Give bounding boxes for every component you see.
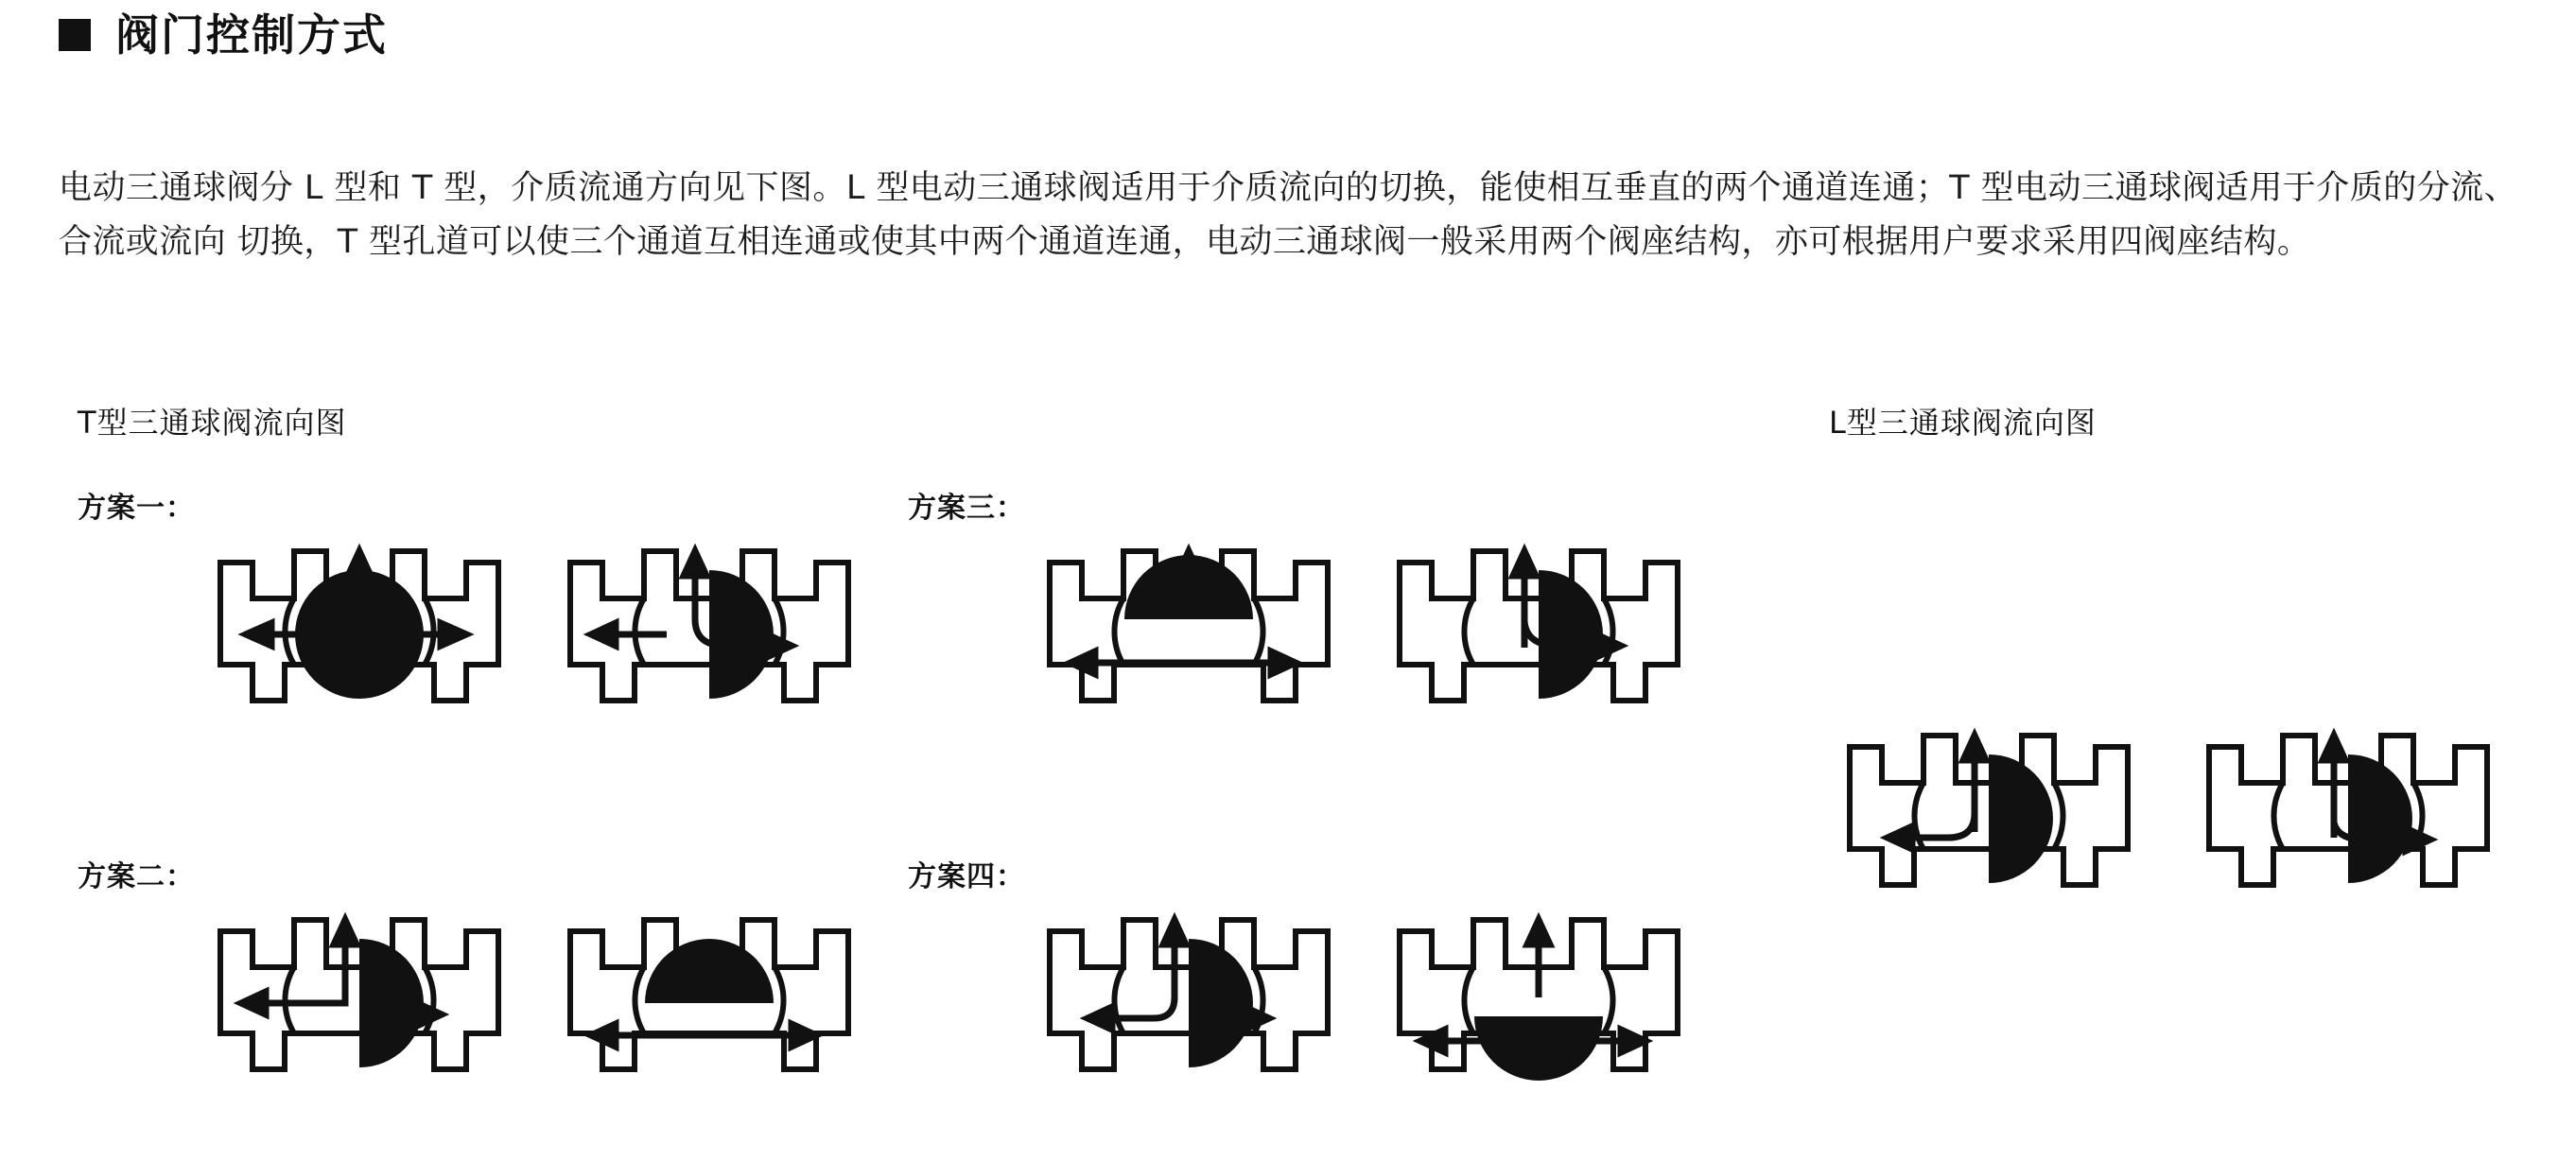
scheme-label-three: 方案三：: [908, 492, 1025, 525]
valve-diagram-t3b: [1383, 477, 1695, 752]
valve-diagram-t1b: [553, 477, 865, 752]
valve-diagram-t4b: [1383, 846, 1695, 1120]
caption-l-type: L型三通球阀流向图: [1829, 405, 2097, 441]
square-bullet-icon: [59, 19, 91, 51]
page-heading: [59, 9, 388, 61]
scheme-label-one: 方案一：: [78, 492, 195, 525]
valve-diagram-t2a: [203, 846, 515, 1120]
caption-t-type: T型三通球阀流向图: [78, 405, 347, 441]
valve-diagram-l1: [1833, 662, 2145, 936]
body-paragraph: 电动三通球阀分 L 型和 T 型，介质流通方向见下图。L 型电动三通球阀适用于介质流向的切换，能使相互垂直的两个通道连通；T 型电动三通球阀适用于介质的分流、合流或流向 切换，T 型孔道可以使三个通道互相连通或使其中两个通道连通，电动三通球阀一般采用两个阀座结构，亦可根据用户要求采用四阀座结构。: [59, 169, 2517, 262]
valve-diagram-t3a: [1033, 477, 1345, 752]
page-title: 阀门控制方式: [115, 9, 388, 61]
scheme-label-four: 方案四：: [908, 860, 1025, 893]
valve-diagram-t1a: [203, 477, 515, 752]
valve-diagram-l2: [2192, 662, 2504, 936]
scheme-label-two: 方案二：: [78, 860, 195, 893]
valve-diagram-t2b: [553, 846, 865, 1120]
valve-diagram-t4a: [1033, 846, 1345, 1120]
